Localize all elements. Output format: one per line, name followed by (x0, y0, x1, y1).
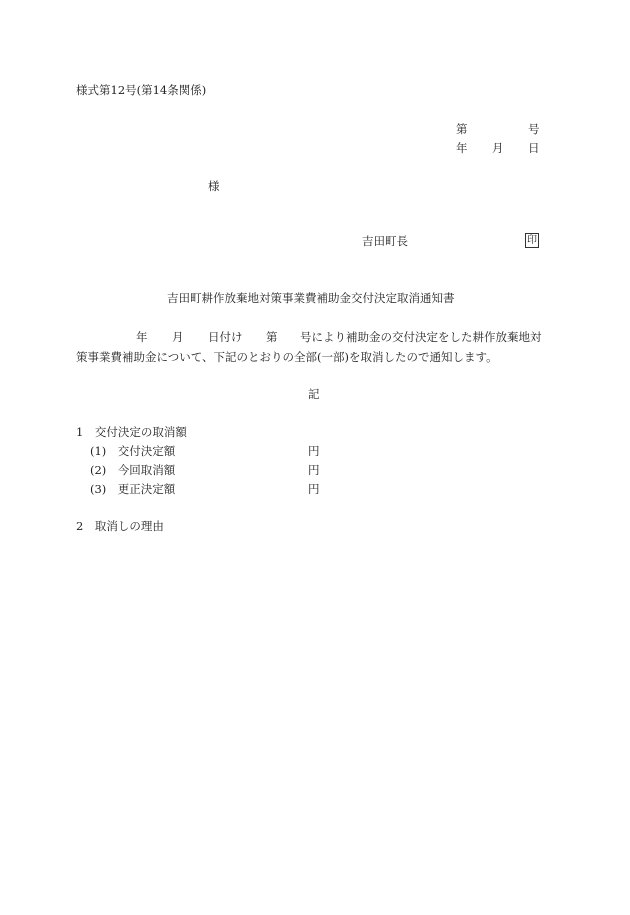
section2-title: 2 取消しの理由 (76, 519, 164, 533)
sender-name: 吉田町長 (362, 234, 408, 248)
row-grant-amount-unit: 円 (308, 444, 320, 458)
body-line2-text: 策事業費補助金について、下記のとおりの全部(一部)を取消したので通知します。 (76, 350, 498, 364)
body-date-suffix: 日付け (208, 330, 243, 344)
body-number-prefix: 第 (266, 330, 278, 344)
date-month-label: 月 (492, 141, 504, 155)
document-number-suffix: 号 (528, 122, 540, 136)
date-year-label: 年 (456, 141, 468, 155)
body-year-label: 年 (136, 330, 148, 344)
form-number: 様式第12号(第14条関係) (76, 83, 207, 97)
row-cancel-amount-label: (2) 今回取消額 (90, 463, 176, 477)
section1-title: 1 交付決定の取消額 (76, 425, 187, 439)
document-title: 吉田町耕作放棄地対策事業費補助金交付決定取消通知書 (167, 291, 455, 305)
ki-heading: 記 (308, 387, 320, 401)
body-month-label: 月 (172, 330, 184, 344)
row-cancel-amount-unit: 円 (308, 463, 320, 477)
seal-stamp: 印 (527, 235, 537, 246)
addressee-honorific: 様 (208, 179, 220, 193)
body-line1-text: 号により補助金の交付決定をした耕作放棄地対 (300, 330, 542, 344)
row-revised-amount-unit: 円 (308, 482, 320, 496)
date-day-label: 日 (528, 141, 540, 155)
row-grant-amount-label: (1) 交付決定額 (90, 444, 176, 458)
document-number-prefix: 第 (456, 122, 468, 136)
row-revised-amount-label: (3) 更正決定額 (90, 482, 176, 496)
